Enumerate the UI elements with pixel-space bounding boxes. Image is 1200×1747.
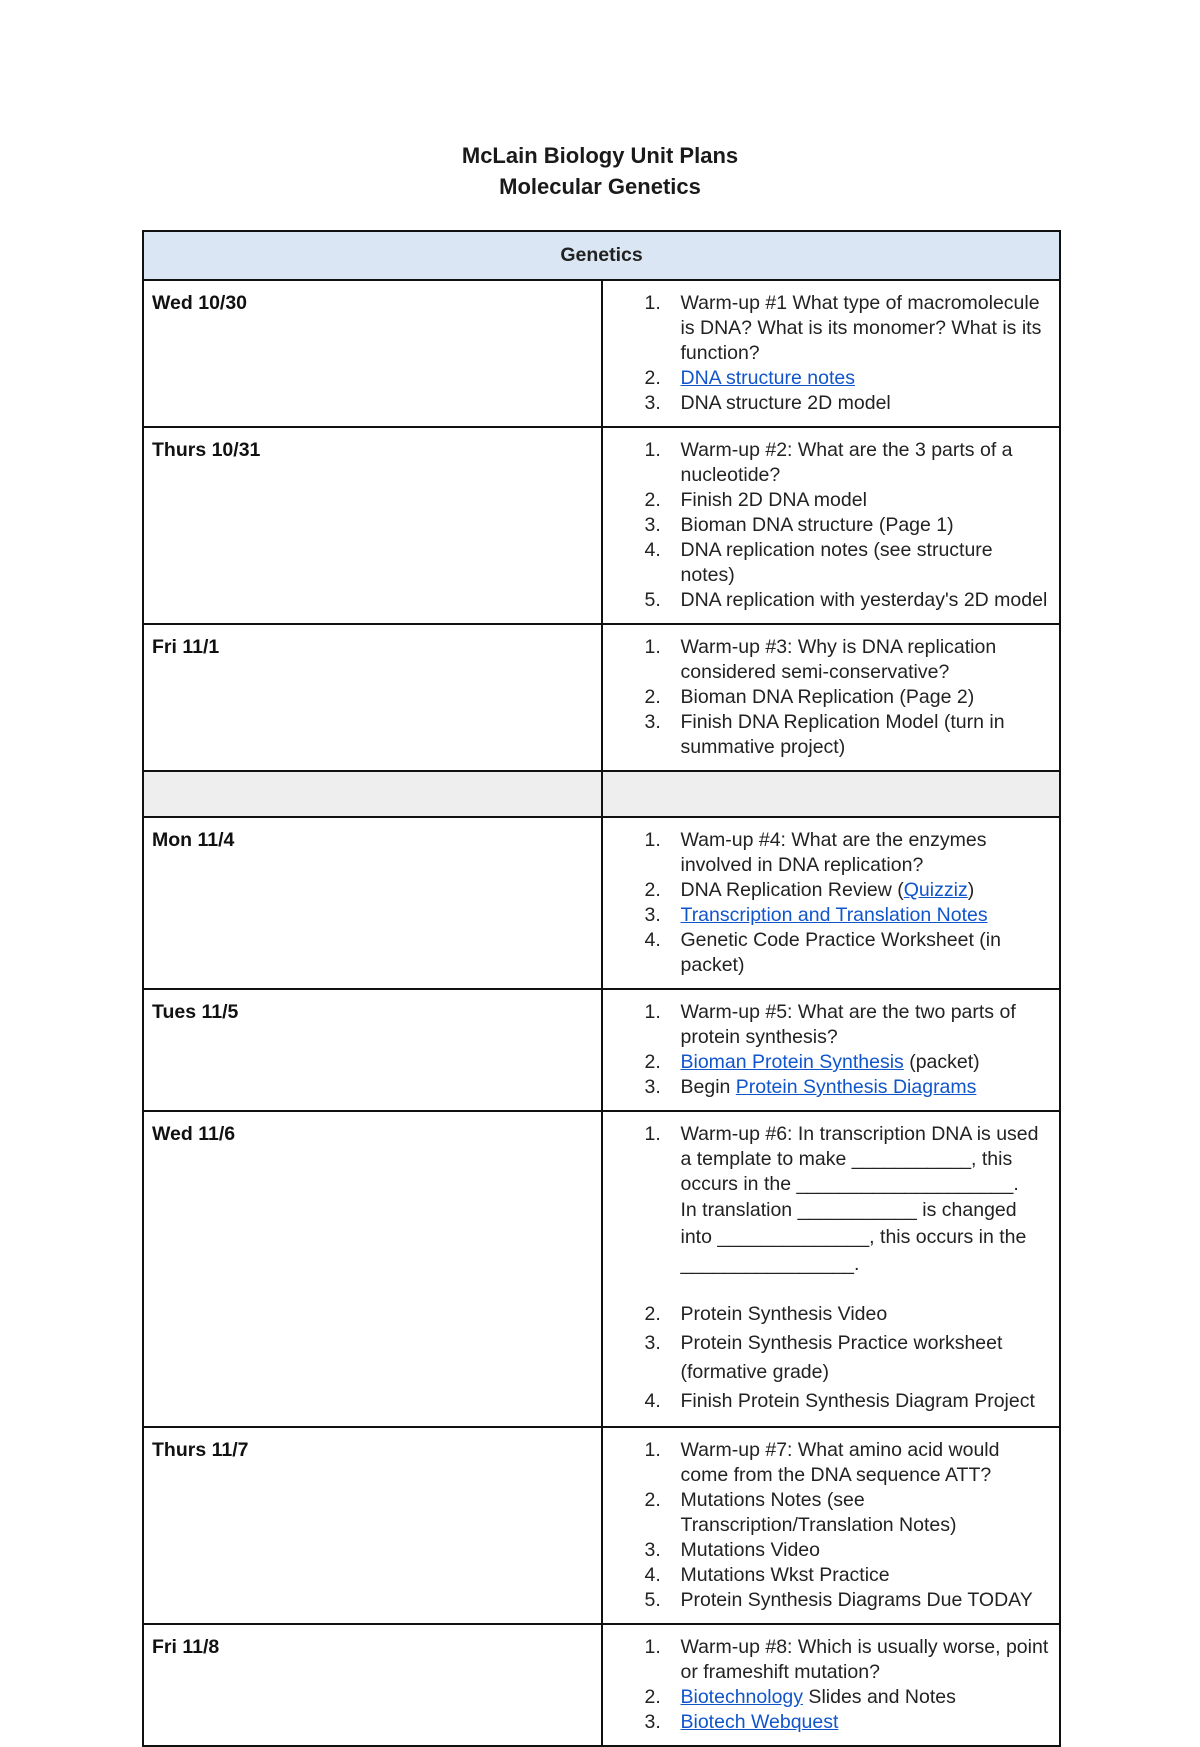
table-row <box>143 1624 1060 1746</box>
list-item: 4. Mutations Wkst Practice <box>644 1564 890 1586</box>
list-item: 1. Warm-up #8: Which is usually worse, point or frameshift mutation? <box>644 1636 1049 1683</box>
list-item: 2. Bioman DNA Replication (Page 2) <box>644 686 975 708</box>
list-item: 5. DNA replication with yesterday's 2D model <box>644 589 1048 611</box>
task-list <box>603 291 1052 416</box>
document-title: McLain Biology Unit Plans <box>461 143 739 168</box>
blank-separator-row <box>143 771 1060 817</box>
task-cell <box>602 280 1061 427</box>
list-item: 3. Mutations Video <box>644 1539 820 1561</box>
list-item: 2. Biotechnology Slides and Notes <box>644 1686 956 1708</box>
day-label: Fri 11/8 <box>143 1624 602 1746</box>
protein-synthesis-diagrams-link[interactable]: Protein Synthesis Diagrams <box>735 1076 977 1098</box>
day-label: Thurs 10/31 <box>143 427 602 624</box>
list-item: 3. DNA structure 2D model <box>644 392 891 414</box>
list-item: 1. Warm-up #7: What amino acid would come from the DNA sequence ATT? <box>644 1439 1000 1486</box>
task-cell <box>602 989 1061 1111</box>
blank-cell <box>602 771 1061 817</box>
task-cell <box>602 1624 1061 1746</box>
day-label: Mon 11/4 <box>143 817 602 989</box>
list-item: 3. Finish DNA Replication Model (turn in summative project) <box>644 711 1005 758</box>
table-row <box>143 989 1060 1111</box>
task-cell <box>602 1427 1061 1624</box>
task-list <box>603 828 1052 978</box>
task-list <box>603 635 1052 760</box>
list-item: 2. Protein Synthesis Video <box>644 1303 888 1325</box>
table-row <box>143 624 1060 771</box>
task-list <box>603 438 1052 613</box>
list-item: 3. Begin Protein Synthesis Diagrams <box>644 1076 977 1098</box>
table-row <box>143 817 1060 989</box>
list-item: 1. Wam-up #4: What are the enzymes involved in DNA replication? <box>644 829 987 876</box>
table-row <box>143 280 1060 427</box>
day-label: Fri 11/1 <box>143 624 602 771</box>
list-item: 1. Warm-up #5: What are the two parts of protein synthesis? <box>644 1001 1016 1048</box>
task-list <box>603 1635 1052 1735</box>
list-item: 1. Warm-up #2: What are the 3 parts of a nucleotide? <box>644 439 1013 486</box>
day-label: Tues 11/5 <box>143 989 602 1111</box>
list-item: 4. Genetic Code Practice Worksheet (in packet) <box>644 929 1001 976</box>
transcription-translation-notes-link[interactable]: Transcription and Translation Notes <box>680 904 988 926</box>
day-label: Thurs 11/7 <box>143 1427 602 1624</box>
list-item: 2. DNA structure notes <box>644 367 855 389</box>
list-item: 4. Finish Protein Synthesis Diagram Project <box>644 1390 1035 1412</box>
list-item: 3. Protein Synthesis Practice worksheet (formative grade) <box>644 1332 1003 1383</box>
list-item: 1. Warm-up #6: In transcription DNA is used a template to make ___________, this occurs in the ____________________. In translation ___________ is changed into ______________, this occurs in the ________________. <box>644 1123 1039 1275</box>
table-header-row <box>143 231 1060 280</box>
list-item: 4. DNA replication notes (see structure notes) <box>644 539 993 586</box>
list-item: 2. Bioman Protein Synthesis (packet) <box>644 1051 980 1073</box>
task-cell <box>602 427 1061 624</box>
biotechnology-link[interactable]: Biotechnology <box>680 1686 804 1708</box>
task-cell <box>602 817 1061 989</box>
task-cell <box>602 624 1061 771</box>
list-item: 1. Warm-up #1 What type of macromolecule is DNA? What is its monomer? What is its function? <box>644 292 1042 364</box>
task-list <box>603 1122 1052 1416</box>
table-row <box>143 1427 1060 1624</box>
table-row <box>143 1111 1060 1427</box>
list-item: 3. Biotech Webquest <box>644 1711 839 1733</box>
unit-plan-table <box>142 230 1061 1747</box>
day-label: Wed 11/6 <box>143 1111 602 1427</box>
table-heading: Genetics <box>143 231 1060 280</box>
list-item: 5. Protein Synthesis Diagrams Due TODAY <box>644 1589 1033 1611</box>
day-label: Wed 10/30 <box>143 280 602 427</box>
list-item: 2. Finish 2D DNA model <box>644 489 867 511</box>
task-list <box>603 1000 1052 1100</box>
dna-structure-notes-link[interactable]: DNA structure notes <box>680 367 855 389</box>
quizziz-link[interactable]: Quizziz <box>903 879 968 901</box>
task-cell <box>602 1111 1061 1427</box>
biotech-webquest-link[interactable]: Biotech Webquest <box>680 1711 839 1733</box>
bioman-protein-synthesis-link[interactable]: Bioman Protein Synthesis <box>680 1051 904 1073</box>
task-list <box>603 1438 1052 1613</box>
list-item: 1. Warm-up #3: Why is DNA replication considered semi-conservative? <box>644 636 997 683</box>
list-item: 2. DNA Replication Review (Quizziz) <box>644 879 975 901</box>
list-item: 2. Mutations Notes (see Transcription/Translation Notes) <box>644 1489 957 1536</box>
document-subtitle: Molecular Genetics <box>499 174 701 199</box>
list-item: 3. Transcription and Translation Notes <box>644 904 988 926</box>
list-item: 3. Bioman DNA structure (Page 1) <box>644 514 954 536</box>
document-title-block <box>0 140 1200 202</box>
table-row <box>143 427 1060 624</box>
blank-cell <box>143 771 602 817</box>
